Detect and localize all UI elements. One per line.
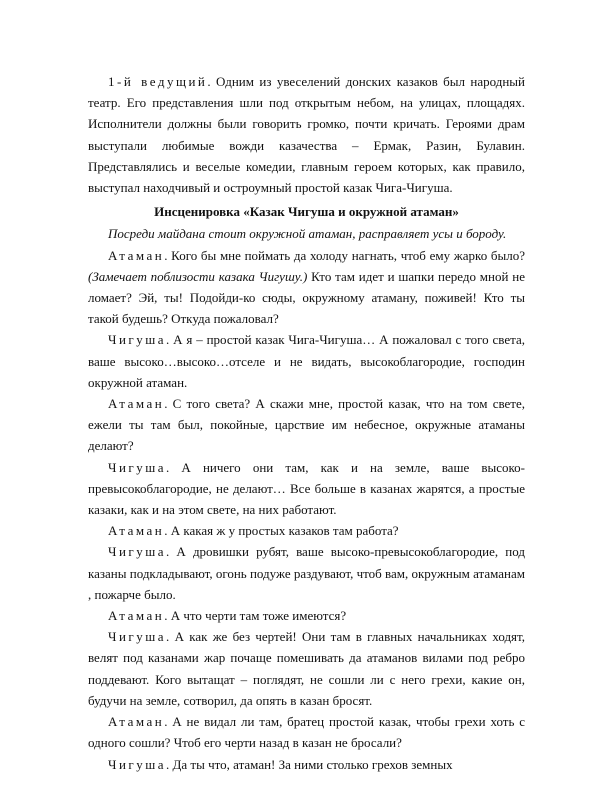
paragraph-text: . А как же без чертей! Они там в главных начальниках ходят, велят под казанами жар почаще помешивать да атаманов вилами под ребро поддевают. Кого вытащат – поглядят, не сошли ли с него грехи, какие он, будучи на земле, сотворил, да опять в казан бросят. (88, 629, 525, 708)
speaker-label: Чигуша (108, 629, 167, 645)
scene-title: Инсценировка «Казак Чигуша и окружной атаман» (154, 204, 459, 220)
speaker-label: Атаман (108, 247, 165, 263)
stage-direction: Посреди майдана стоит окружной атаман, расправляет усы и бороду. (108, 226, 507, 242)
paragraph-intro (88, 71, 525, 198)
paragraph-text: . А я – простой казак Чига-Чигуша… А пожаловал с того света, ваше высоко…высоко…отселе и не видать, высокоблагородие, господин окружной атаман. (88, 332, 525, 390)
speaker-label: Атаман (108, 396, 165, 412)
speaker-label: Атаман (108, 714, 165, 730)
document-text (88, 71, 525, 775)
stage-direction-inline: (Замечает поблизости казака Чигушу.) (88, 268, 308, 284)
paragraph-chigusha-2 (88, 457, 525, 521)
speaker-label: Чигуша (108, 544, 167, 560)
speaker-label: Атаман (108, 608, 165, 624)
paragraph-ataman-2 (88, 393, 525, 457)
speaker-label: 1-й ведущий (108, 74, 208, 89)
paragraph-text: . А дровишки рубят, ваше высоко-превысокоблагородие, под казаны подкладывают, огонь подуже раздувают, чтоб вам, окружным атаманам , пожарче было. (88, 544, 526, 602)
speaker-label: Чигуша (108, 459, 167, 475)
paragraph-text: Кто там идет и шапки передо мной не ломает? Эй, ты! Подойди-ко сюды, окружному атаману, поживей! Кто ты такой будешь? Откуда пожаловал? (88, 268, 525, 327)
paragraph-ataman-1 (88, 245, 525, 330)
paragraph-text: . Одним из увеселений донских казаков был народный театр. Его представления шли под открытым небом, на улицах, площадях. Исполнители должны были говорить громко, почти кричать. Героями драм выступали любимые вожди казачества – Ермак, Разин, Булавин. Представлялись и веселые комедии, главным героем которых, как правило, выступал находчивый и остроумный простой казак Чига-Чигуша. (88, 74, 525, 196)
paragraph-text: . А ничего они там, как и на земле, ваше высоко-превысокоблагородие, не делают… Все больше в казанах жарятся, а простые казаки, как и на этом свете, на них работают. (88, 459, 525, 518)
speaker-label: Атаман (108, 523, 165, 539)
paragraph-ataman-3 (88, 520, 525, 541)
speaker-label: Чигуша (108, 756, 167, 772)
paragraph-chigusha-5 (88, 754, 525, 775)
paragraph-chigusha-1 (88, 329, 525, 393)
paragraph-chigusha-4 (88, 626, 525, 711)
speaker-label: Чигуша (108, 332, 167, 348)
paragraph-text: . А не видал ли там, братец простой казак, чтобы грехи хоть с одного сошли? Чтоб его черти назад в казан не бросали? (88, 714, 525, 751)
paragraph-ataman-5 (88, 711, 525, 753)
paragraph-chigusha-3 (88, 541, 525, 605)
paragraph-text: . Да ты что, атаман! За ними столько грехов земных (166, 756, 453, 772)
paragraph-text: . С того света? А скажи мне, простой казак, что на том свете, ежели ты там был, покойные, царствие им небесное, окружные атаманы делают? (88, 396, 525, 454)
paragraph-text: . А какая ж у простых казаков там работа? (164, 523, 399, 539)
paragraph-text: . Кого бы мне поймать да холоду нагнать, чтоб ему жарко было? (164, 247, 525, 263)
paragraph-ataman-4 (88, 605, 525, 626)
paragraph-text: . А что черти там тоже имеются? (164, 608, 347, 624)
